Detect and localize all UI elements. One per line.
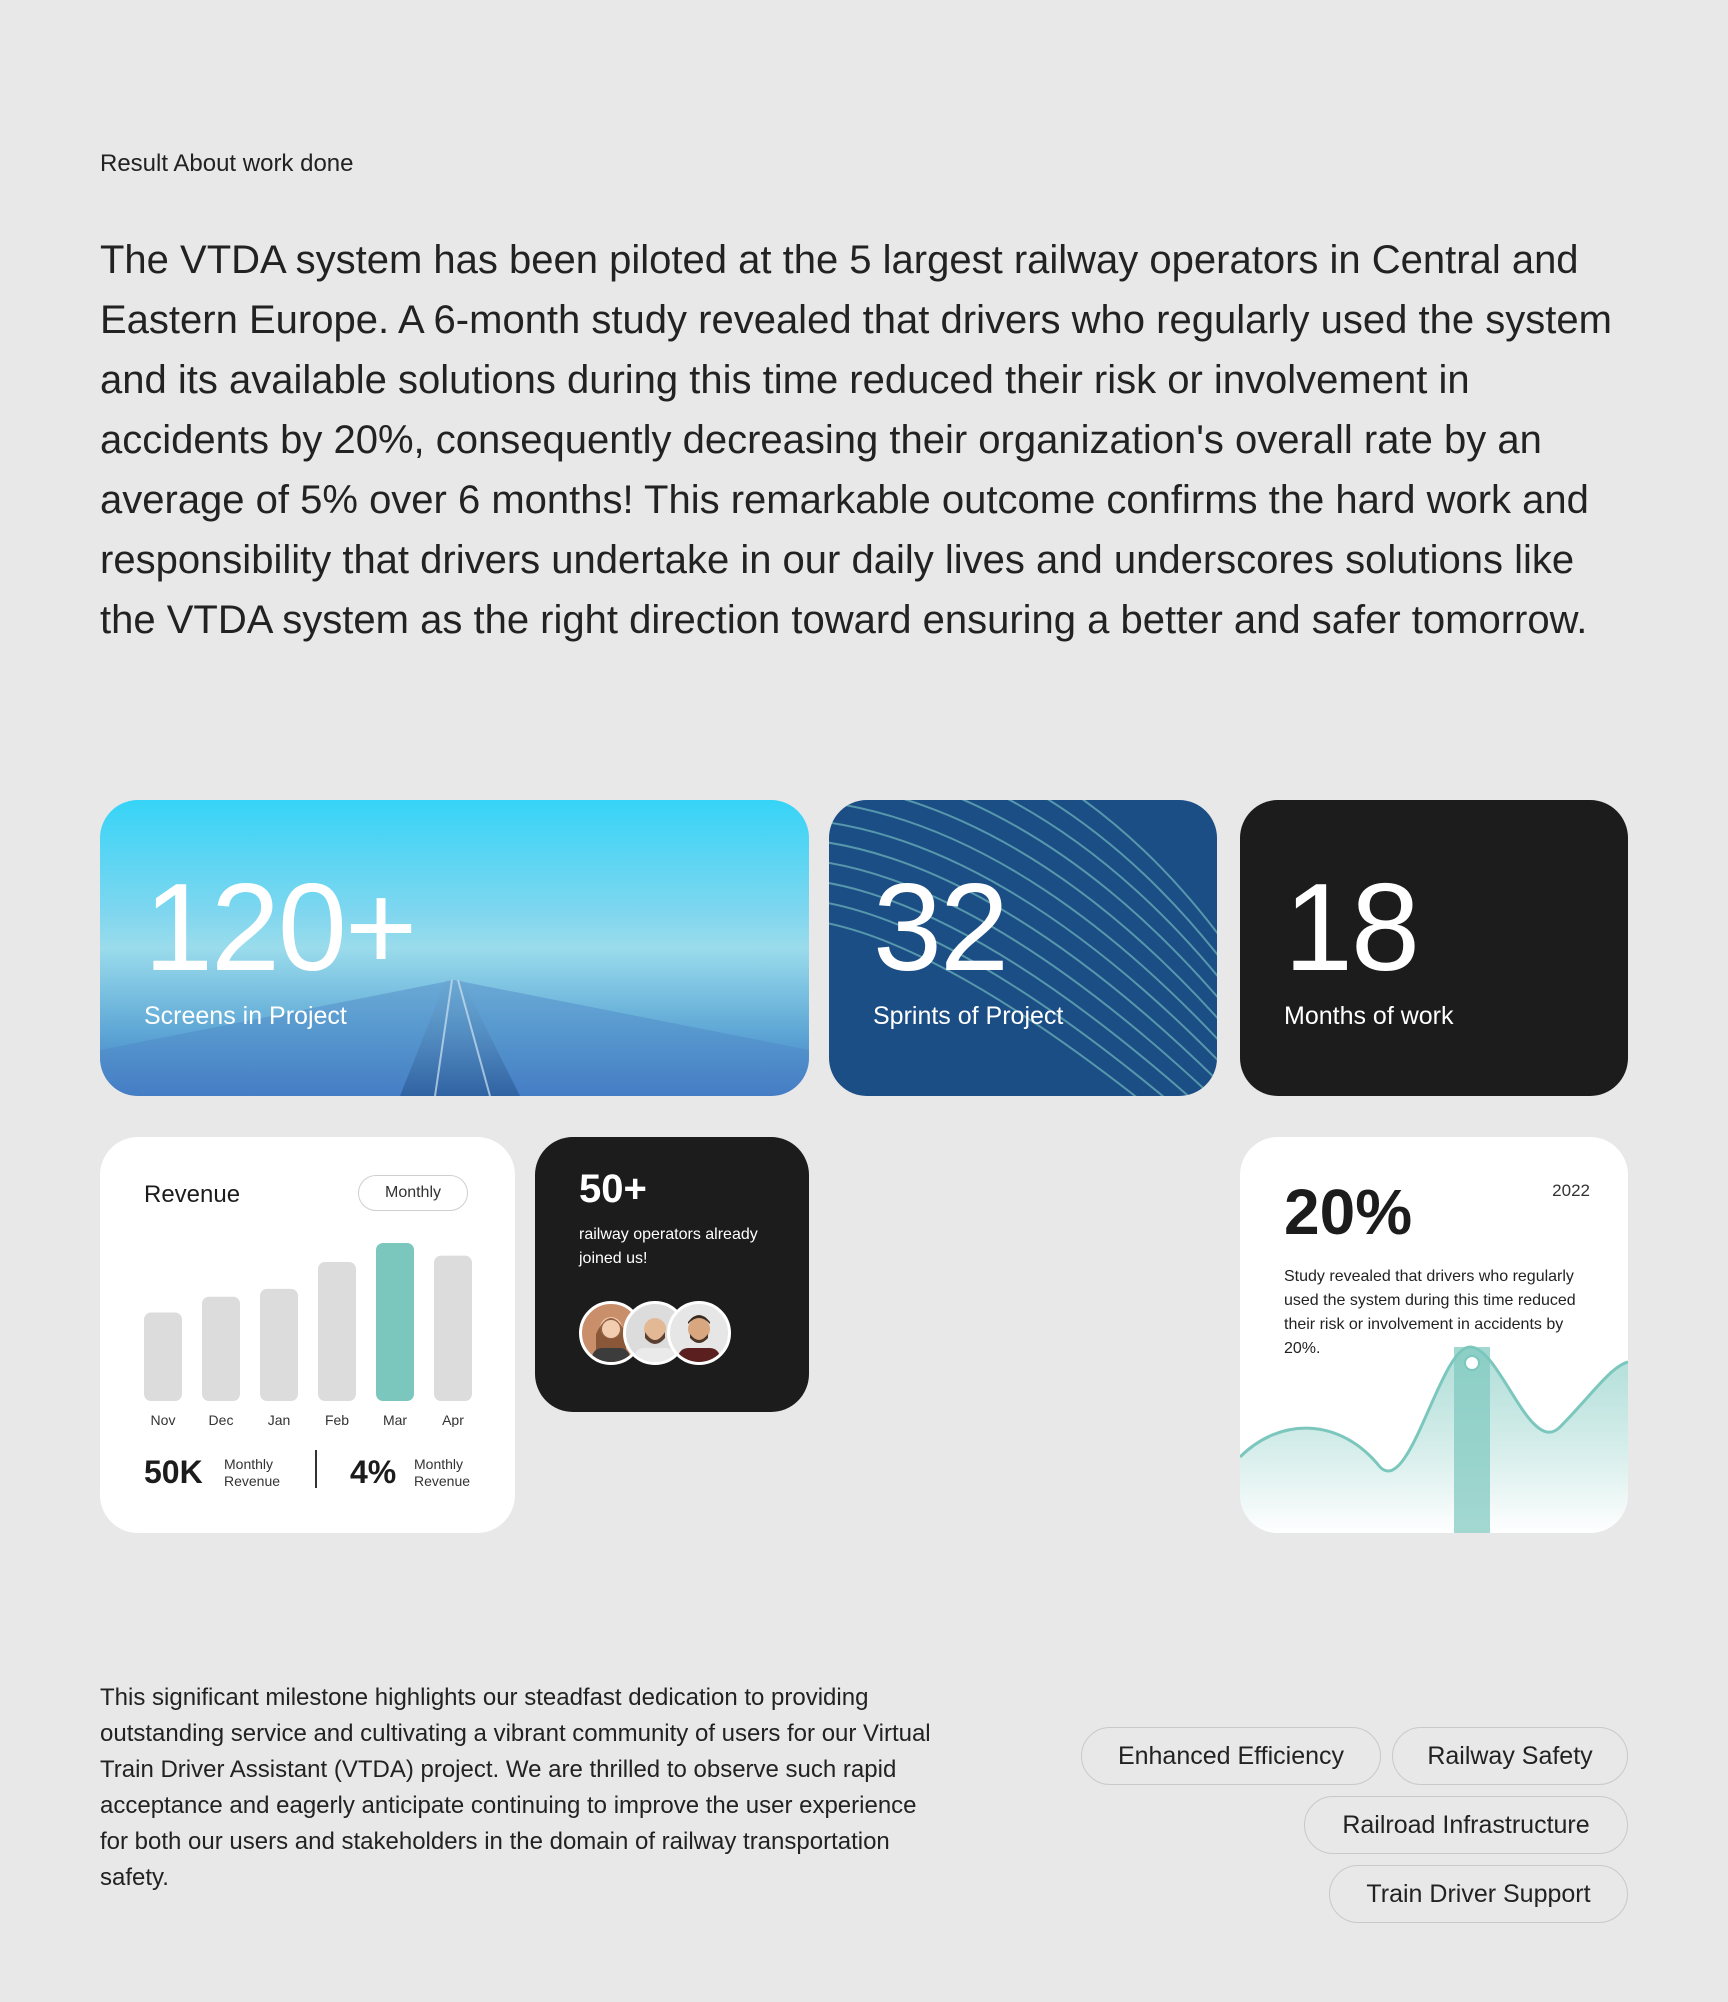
study-text: Study revealed that drivers who regularly used the system during this time reduced their risk or involvement in accidents by 20%.	[1284, 1268, 1576, 1357]
tag-train-driver-support[interactable]: Train Driver Support	[1329, 1865, 1628, 1923]
study-year: 2022	[1552, 1181, 1590, 1200]
operators-text: railway operators already joined us!	[579, 1226, 758, 1267]
bar-feb	[318, 1262, 356, 1401]
screens-value: 120+	[144, 859, 416, 997]
months-label: Months of work	[1284, 1002, 1454, 1030]
revenue-stat-value: 50K	[144, 1454, 203, 1490]
study-card	[1240, 1137, 1628, 1533]
study-value: 20%	[1284, 1176, 1413, 1248]
revenue-stats	[144, 1450, 484, 1490]
operators-card	[535, 1137, 809, 1412]
revenue-card	[100, 1137, 515, 1533]
growth-stat-label: Monthly Revenue	[414, 1456, 471, 1489]
stat-divider	[315, 1450, 317, 1488]
sprints-label: Sprints of Project	[873, 1002, 1064, 1030]
growth-stat-value: 4%	[350, 1454, 397, 1490]
sprints-value: 32	[873, 859, 1007, 997]
section-label: Result About work done	[100, 150, 354, 177]
bar-nov	[144, 1313, 182, 1401]
tick-label-dec: Dec	[208, 1412, 234, 1427]
highlight-column	[1454, 1347, 1490, 1533]
closing-paragraph: This significant milestone highlights our steadfast dedication to providing outstanding service and cultivating a vibrant community of users for our Virtual Train Driver Assistant (VTDA) project. We are thrilled to observe such rapid acceptance and eagerly anticipate continuing to improve the user experience for both our users and stakeholders in the domain of railway transportation safety.	[100, 1684, 931, 1891]
tick-label-apr: Apr	[442, 1412, 464, 1427]
tag-enhanced-efficiency[interactable]: Enhanced Efficiency	[1081, 1727, 1381, 1785]
trend-wave-chart	[1240, 1337, 1628, 1533]
avatar	[667, 1301, 731, 1365]
screens-label: Screens in Project	[144, 1002, 347, 1030]
period-toggle-button[interactable]: Monthly	[358, 1175, 468, 1211]
tag-railroad-infrastructure[interactable]: Railroad Infrastructure	[1304, 1796, 1628, 1854]
bar-mar	[376, 1243, 414, 1401]
bar-dec	[202, 1297, 240, 1401]
months-stat-card	[1240, 800, 1628, 1096]
screens-stat-card	[100, 800, 809, 1096]
bar-jan	[260, 1289, 298, 1401]
revenue-title: Revenue	[144, 1181, 241, 1208]
revenue-stat-label: Monthly Revenue	[224, 1456, 281, 1489]
tag-railway-safety[interactable]: Railway Safety	[1392, 1727, 1628, 1785]
tick-label-mar: Mar	[382, 1412, 408, 1427]
bar-apr	[434, 1256, 472, 1401]
revenue-bar-chart	[138, 1237, 478, 1427]
tick-label-jan: Jan	[267, 1412, 291, 1427]
months-value: 18	[1284, 859, 1418, 997]
intro-paragraph: The VTDA system has been piloted at the 5 largest railway operators in Central and Eastern Europe. A 6-month study revealed that drivers who regularly used the system and its available solutions during this time reduced their risk or involvement in accidents by 20%, consequently decreasing their organization's overall rate by an average of 5% over 6 months! This remarkable outcome confirms the hard work and responsibility that drivers undertake in our daily lives and underscores solutions like the VTDA system as the right direction toward ensuring a better and safer tomorrow.	[100, 238, 1612, 642]
operators-value: 50+	[579, 1167, 647, 1211]
sprints-stat-card	[829, 800, 1217, 1096]
highlight-point	[1465, 1356, 1479, 1370]
tick-label-nov: Nov	[150, 1412, 176, 1427]
tick-label-feb: Feb	[324, 1412, 350, 1427]
avatar-group	[579, 1301, 739, 1371]
